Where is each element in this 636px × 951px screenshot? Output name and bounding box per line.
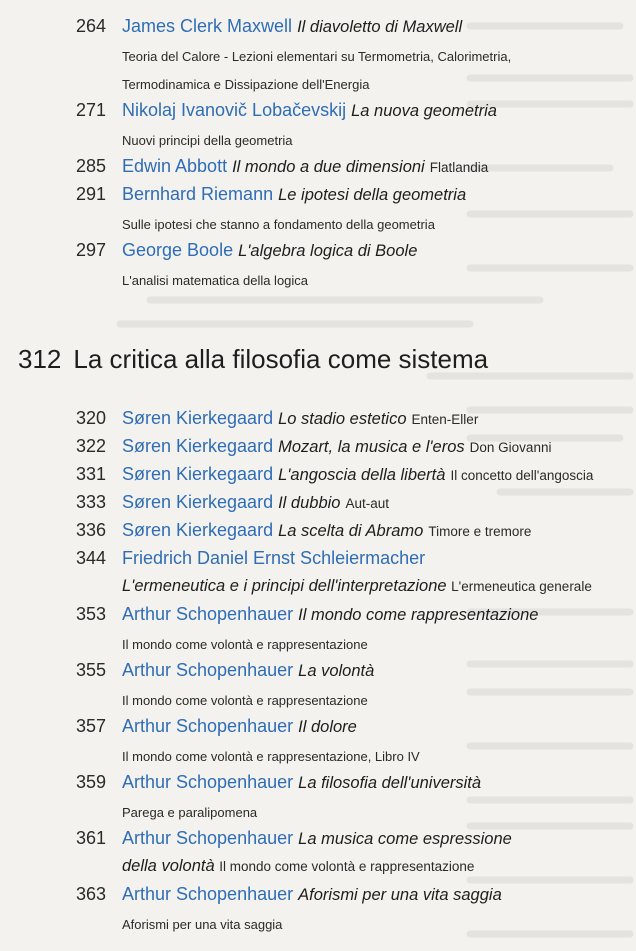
page-number: 357 <box>76 716 107 736</box>
entry-heading <box>122 16 462 37</box>
entry-title: Il mondo come rappresentazione <box>298 606 539 624</box>
source-work: Il mondo come volontà e rappresentazione, Libro IV <box>122 749 420 764</box>
entry-title: Aforismi per una vita saggia <box>298 886 502 904</box>
author-name[interactable]: Arthur Schopenhauer <box>122 660 294 680</box>
page-number: 331 <box>76 464 107 484</box>
author-name[interactable]: Søren Kierkegaard <box>122 492 274 512</box>
entry-heading <box>122 156 488 177</box>
section-title: La critica alla filosofia come sistema <box>73 344 489 374</box>
source-work: Flatlandia <box>429 160 489 175</box>
page-number: 361 <box>76 828 107 848</box>
entry-heading <box>122 772 481 793</box>
entry-heading <box>122 492 389 513</box>
entry-title: La musica come espressione <box>298 830 512 848</box>
entry-title: L'ermeneutica e i principi dell'interpretazione <box>122 577 447 595</box>
entry-title: Le ipotesi della geometria <box>278 186 467 204</box>
author-name[interactable]: Søren Kierkegaard <box>122 408 274 428</box>
author-name[interactable]: Edwin Abbott <box>122 156 228 176</box>
entry-heading <box>122 548 425 569</box>
entry-title: La volontà <box>298 662 375 680</box>
entry-heading <box>122 436 551 457</box>
entry-heading <box>122 716 357 737</box>
entry-heading <box>122 660 374 681</box>
page-number: 359 <box>76 772 107 792</box>
source-work: Termodinamica e Dissipazione dell'Energia <box>122 77 370 92</box>
section-page-number: 312 <box>18 344 62 374</box>
entry-heading <box>122 828 512 849</box>
source-work: Timore e tremore <box>428 524 532 539</box>
page-number: 320 <box>76 408 107 428</box>
author-name[interactable]: Arthur Schopenhauer <box>122 716 294 736</box>
source-work: Nuovi principi della geometria <box>122 133 293 148</box>
source-work: Il concetto dell'angoscia <box>450 468 594 483</box>
entry-title: L'algebra logica di Boole <box>238 242 418 260</box>
entry-title: Mozart, la musica e l'eros <box>278 438 465 456</box>
page-number: 344 <box>76 548 107 568</box>
page-number: 355 <box>76 660 107 680</box>
source-work: Enten-Eller <box>411 412 479 427</box>
page-number: 336 <box>76 520 107 540</box>
source-work: Sulle ipotesi che stanno a fondamento della geometria <box>122 217 435 232</box>
entry-title-line <box>122 577 592 596</box>
source-work: Don Giovanni <box>469 440 552 455</box>
entry-heading <box>122 604 538 625</box>
source-work: Il mondo come volontà e rappresentazione <box>122 637 368 652</box>
author-name[interactable]: Arthur Schopenhauer <box>122 828 294 848</box>
entry-heading <box>122 884 502 905</box>
page-number: 264 <box>76 16 107 36</box>
page-number: 353 <box>76 604 107 624</box>
source-work: L'analisi matematica della logica <box>122 273 309 288</box>
entry-title: Il diavoletto di Maxwell <box>297 18 463 36</box>
source-work: Aut-aut <box>345 496 390 511</box>
author-name[interactable]: Friedrich Daniel Ernst Schleiermacher <box>122 548 426 568</box>
entry-heading <box>122 184 466 205</box>
source-work: Parega e paralipomena <box>122 805 258 820</box>
author-name[interactable]: Arthur Schopenhauer <box>122 884 294 904</box>
entry-title: La nuova geometria <box>351 102 497 120</box>
entry-title: Il dolore <box>298 718 357 736</box>
source-work: Il mondo come volontà e rappresentazione <box>122 693 368 708</box>
entry-title: L'angoscia della libertà <box>278 466 446 484</box>
source-work: Il mondo come volontà e rappresentazione <box>219 859 475 874</box>
entry-title: La filosofia dell'università <box>298 774 482 792</box>
entry-title-line <box>122 857 474 876</box>
source-work: Teoria del Calore - Lezioni elementari su Termometria, Calorimetria, <box>122 49 512 64</box>
author-name[interactable]: Nikolaj Ivanovič Lobačevskij <box>122 100 347 120</box>
entry-title: Il mondo a due dimensioni <box>232 158 425 176</box>
entry-heading <box>122 520 531 541</box>
entry-title: della volontà <box>122 857 215 875</box>
author-name[interactable]: Søren Kierkegaard <box>122 520 274 540</box>
author-name[interactable]: Søren Kierkegaard <box>122 464 274 484</box>
entry-title: Lo stadio estetico <box>278 410 407 428</box>
entry-heading <box>122 408 478 429</box>
page-number: 363 <box>76 884 107 904</box>
author-name[interactable]: Søren Kierkegaard <box>122 436 274 456</box>
source-work: Aforismi per una vita saggia <box>122 917 283 932</box>
author-name[interactable]: Arthur Schopenhauer <box>122 772 294 792</box>
entry-heading <box>122 240 417 261</box>
author-name[interactable]: Arthur Schopenhauer <box>122 604 294 624</box>
page-number: 291 <box>76 184 107 204</box>
entry-title: La scelta di Abramo <box>278 522 424 540</box>
entry-title: Il dubbio <box>278 494 341 512</box>
entry-heading <box>122 100 497 121</box>
page-number: 333 <box>76 492 107 512</box>
page-number: 297 <box>76 240 107 260</box>
page-number: 271 <box>76 100 107 120</box>
author-name[interactable]: James Clerk Maxwell <box>122 16 293 36</box>
author-name[interactable]: Bernhard Riemann <box>122 184 274 204</box>
author-name[interactable]: George Boole <box>122 240 234 260</box>
entry-heading <box>122 464 593 485</box>
page-number: 322 <box>76 436 107 456</box>
source-work: L'ermeneutica generale <box>451 579 592 594</box>
page-number: 285 <box>76 156 107 176</box>
section-heading <box>18 344 488 375</box>
